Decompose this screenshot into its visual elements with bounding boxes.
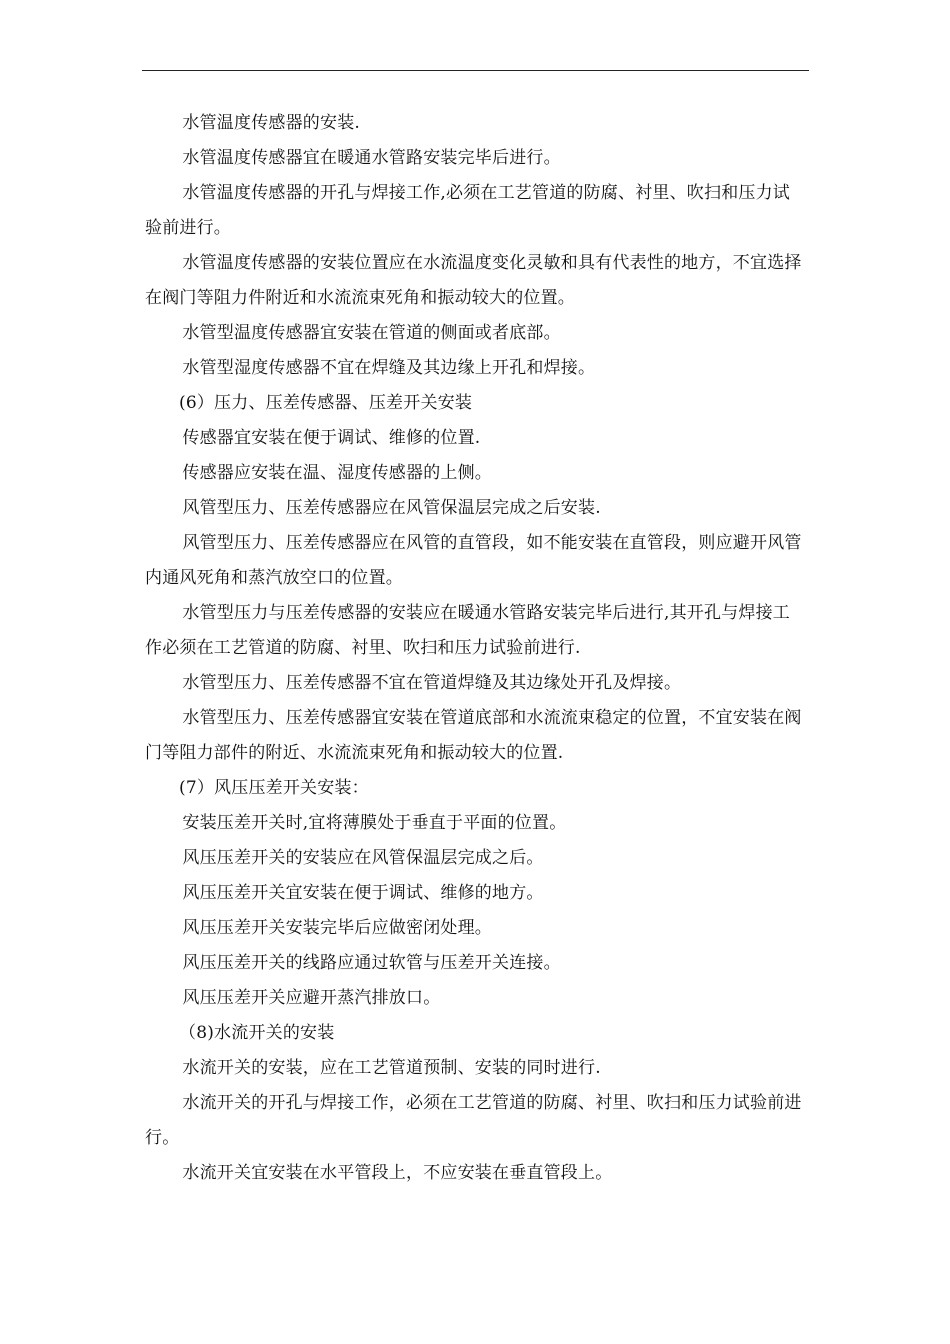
header-rule <box>142 70 809 71</box>
paragraph: 水管型温度传感器宜安装在管道的侧面或者底部。 <box>182 323 561 343</box>
section-heading: （8)水流开关的安装 <box>179 1023 335 1043</box>
paragraph: 安装压差开关时,宜将薄膜处于垂直于平面的位置。 <box>182 813 567 833</box>
paragraph: 传感器应安装在温、湿度传感器的上侧。 <box>182 463 492 483</box>
paragraph: 风压压差开关的安装应在风管保温层完成之后。 <box>182 848 544 868</box>
paragraph: 水管型压力、压差传感器宜安装在管道底部和水流流束稳定的位置，不宜安装在阀门等阻力部件的附近、水流流束死角和振动较大的位置. <box>145 708 802 763</box>
paragraph: 水管温度传感器的安装位置应在水流温度变化灵敏和具有代表性的地方，不宜选择在阀门等阻力件附近和水流流束死角和振动较大的位置。 <box>145 253 802 308</box>
paragraph: 水管型压力与压差传感器的安装应在暖通水管路安装完毕后进行,其开孔与焊接工作必须在工艺管道的防腐、衬里、吹扫和压力试验前进行. <box>145 603 790 658</box>
paragraph: 水管型湿度传感器不宜在焊缝及其边缘上开孔和焊接。 <box>182 358 596 378</box>
paragraph: 水管温度传感器的开孔与焊接工作,必须在工艺管道的防腐、衬里、吹扫和压力试验前进行。 <box>145 183 790 238</box>
paragraph: 水流开关的开孔与焊接工作，必须在工艺管道的防腐、衬里、吹扫和压力试验前进行。 <box>145 1093 802 1148</box>
paragraph: 风压压差开关的线路应通过软管与压差开关连接。 <box>182 953 561 973</box>
paragraph: 风管型压力、压差传感器应在风管保温层完成之后安装. <box>182 498 601 518</box>
document-body <box>145 106 807 1191</box>
paragraph: 风压压差开关宜安装在便于调试、维修的地方。 <box>182 883 544 903</box>
paragraph: 水流开关宜安装在水平管段上，不应安装在垂直管段上。 <box>182 1163 613 1183</box>
paragraph: 水管温度传感器的安装. <box>182 113 360 133</box>
paragraph: 水管型压力、压差传感器不宜在管道焊缝及其边缘处开孔及焊接。 <box>182 673 682 693</box>
paragraph: 水管温度传感器宜在暖通水管路安装完毕后进行。 <box>182 148 561 168</box>
paragraph: 传感器宜安装在便于调试、维修的位置. <box>182 428 481 448</box>
paragraph: 风压压差开关安装完毕后应做密闭处理。 <box>182 918 492 938</box>
section-heading: (7）风压压差开关安装： <box>179 778 369 798</box>
paragraph: 水流开关的安装，应在工艺管道预制、安装的同时进行. <box>182 1058 601 1078</box>
paragraph: 风压压差开关应避开蒸汽排放口。 <box>182 988 441 1008</box>
paragraph: 风管型压力、压差传感器应在风管的直管段，如不能安装在直管段，则应避开风管内通风死角和蒸汽放空口的位置。 <box>145 533 802 588</box>
section-heading: (6）压力、压差传感器、压差开关安装 <box>179 393 473 413</box>
